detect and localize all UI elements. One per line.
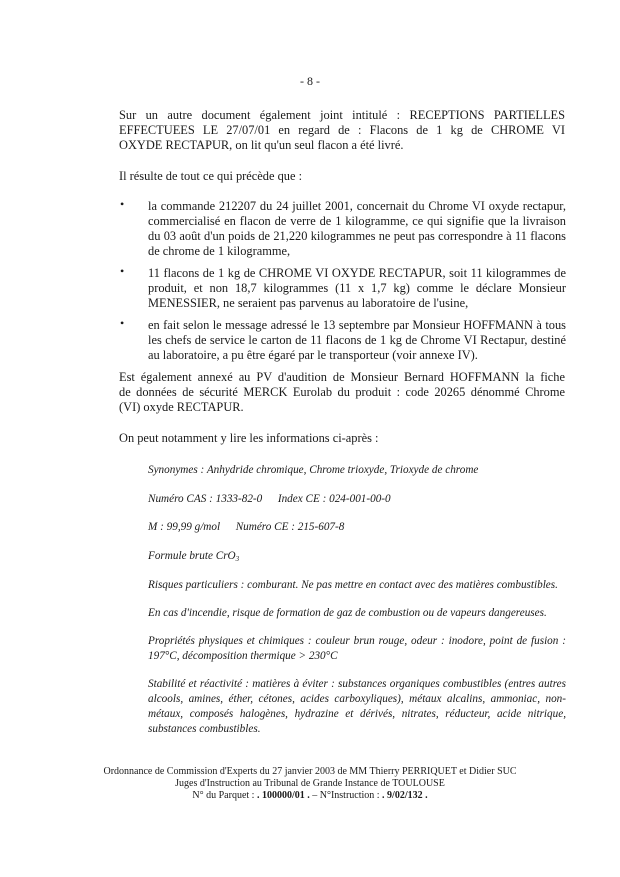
info-stabilite-line-2: alcools, amines, éther, cétones, acides carboxyliques), métaux alcalins, ammoniac, non-	[148, 693, 566, 705]
info-numero-ce: Numéro CE : 215-607-8	[235, 521, 345, 533]
info-proprietes	[148, 634, 566, 664]
bullet-3-line-1: en fait selon le message adressé le 13 septembre par Monsieur HOFFMANN à tous	[148, 318, 566, 332]
result-intro: Il résulte de tout ce qui précède que :	[119, 169, 303, 183]
footer-line-3	[0, 790, 620, 802]
intro-paragraph	[119, 108, 565, 153]
bullet-marker-3: •	[120, 316, 125, 330]
info-proprietes-line-2: 197°C, décomposition thermique > 230°C	[148, 650, 338, 662]
info-cas: Numéro CAS : 1333-82-0	[148, 493, 263, 505]
read-intro: On peut notamment y lire les informations ci-après :	[119, 431, 379, 445]
annex-paragraph	[119, 370, 565, 415]
footer-parquet-label: N° du Parquet :	[192, 790, 257, 801]
info-formule-text: Formule brute CrO	[148, 550, 236, 562]
page-number: - 8 -	[300, 74, 320, 88]
bullet-marker-2: •	[120, 264, 125, 278]
annex-line-3: (VI) oxyde RECTAPUR.	[119, 400, 244, 414]
footer-instruction-label: – N°Instruction :	[309, 790, 383, 801]
intro-line-3: OXYDE RECTAPUR, on lit qu'un seul flacon a été livré.	[119, 138, 404, 152]
info-masse: M : 99,99 g/mol	[148, 521, 221, 533]
info-formule	[148, 549, 566, 567]
info-stabilite	[148, 677, 566, 737]
bullet-3-line-2: les chefs de service le carton de 11 flacons de 1 kg de Chrome VI Rectapur, destiné	[148, 333, 566, 347]
footer-line-2: Juges d'Instruction au Tribunal de Grande Instance de TOULOUSE	[175, 778, 445, 789]
bullet-1-line-3: du 03 août d'un poids de 21,220 kilogrammes ne peut pas correspondre à 11 flacons	[148, 229, 566, 243]
info-index-ce: Index CE : 024-001-00-0	[277, 493, 391, 505]
intro-line-1: Sur un autre document également joint intitulé : RECEPTIONS PARTIELLES	[119, 108, 565, 122]
intro-line-2: EFFECTUEES LE 27/07/01 en regard de : Flacons de 1 kg de CHROME VI	[119, 123, 565, 137]
annex-line-1: Est également annexé au PV d'audition de Monsieur Bernard HOFFMANN la fiche	[119, 370, 565, 384]
info-synonymes: Synonymes : Anhydride chromique, Chrome trioxyde, Trioxyde de chrome	[148, 464, 479, 476]
bullet-2-line-1: 11 flacons de 1 kg de CHROME VI OXYDE RECTAPUR, soit 11 kilogrammes de	[148, 266, 566, 280]
info-proprietes-line-1: Propriétés physiques et chimiques : couleur brun rouge, odeur : inodore, point de fusion :	[148, 635, 566, 647]
footer-line-1: Ordonnance de Commission d'Experts du 27 janvier 2003 de MM Thierry PERRIQUET et Didier SUC	[103, 766, 517, 777]
bullet-item-1	[148, 199, 566, 259]
footer-instruction-number: . 9/02/132 .	[382, 790, 428, 801]
bullet-item-3	[148, 318, 566, 363]
info-masse-ce	[148, 520, 566, 535]
bullet-1-line-4: de chrome de 1 kilogramme,	[148, 244, 291, 258]
bullet-2-line-2: produit, et non 18,7 kilogrammes (11 x 1,7 kg) comme le déclare Monsieur	[148, 281, 566, 295]
info-stabilite-line-3: métaux, composés halogènes, hydrazine et dérivés, nitrates, réducteur, acide nitrique,	[148, 708, 566, 720]
bullet-1-line-1: la commande 212207 du 24 juillet 2001, concernait du Chrome VI oxyde rectapur,	[148, 199, 566, 213]
bullet-marker-1: •	[120, 197, 125, 211]
bullet-2-line-3: MENESSIER, ne seraient pas parvenus au laboratoire de l'usine,	[148, 296, 469, 310]
bullet-3-line-3: au laboratoire, a pu être égaré par le transporteur (voir annexe IV).	[148, 348, 478, 362]
bullet-1-line-2: commercialisé en flacon de verre de 1 kilogramme, ce qui signifie que la livraison	[148, 214, 566, 228]
annex-line-2: de données de sécurité MERCK Eurolab du produit : code 20265 dénommé Chrome	[119, 385, 565, 399]
footer	[0, 766, 620, 802]
info-formule-subscript: 3	[235, 555, 240, 563]
bullet-item-2	[148, 266, 566, 311]
info-risques: Risques particuliers : comburant. Ne pas mettre en contact avec des matières combustibles.	[148, 579, 558, 591]
info-cas-index	[148, 492, 566, 507]
footer-parquet-number: . 100000/01 .	[256, 790, 310, 801]
info-stabilite-line-1: Stabilité et réactivité : matières à éviter : substances organiques combustibles (entres autres	[148, 678, 566, 690]
info-incendie: En cas d'incendie, risque de formation de gaz de combustion ou de vapeurs dangereuses.	[148, 607, 547, 619]
info-stabilite-line-4: substances combustibles.	[148, 723, 261, 735]
